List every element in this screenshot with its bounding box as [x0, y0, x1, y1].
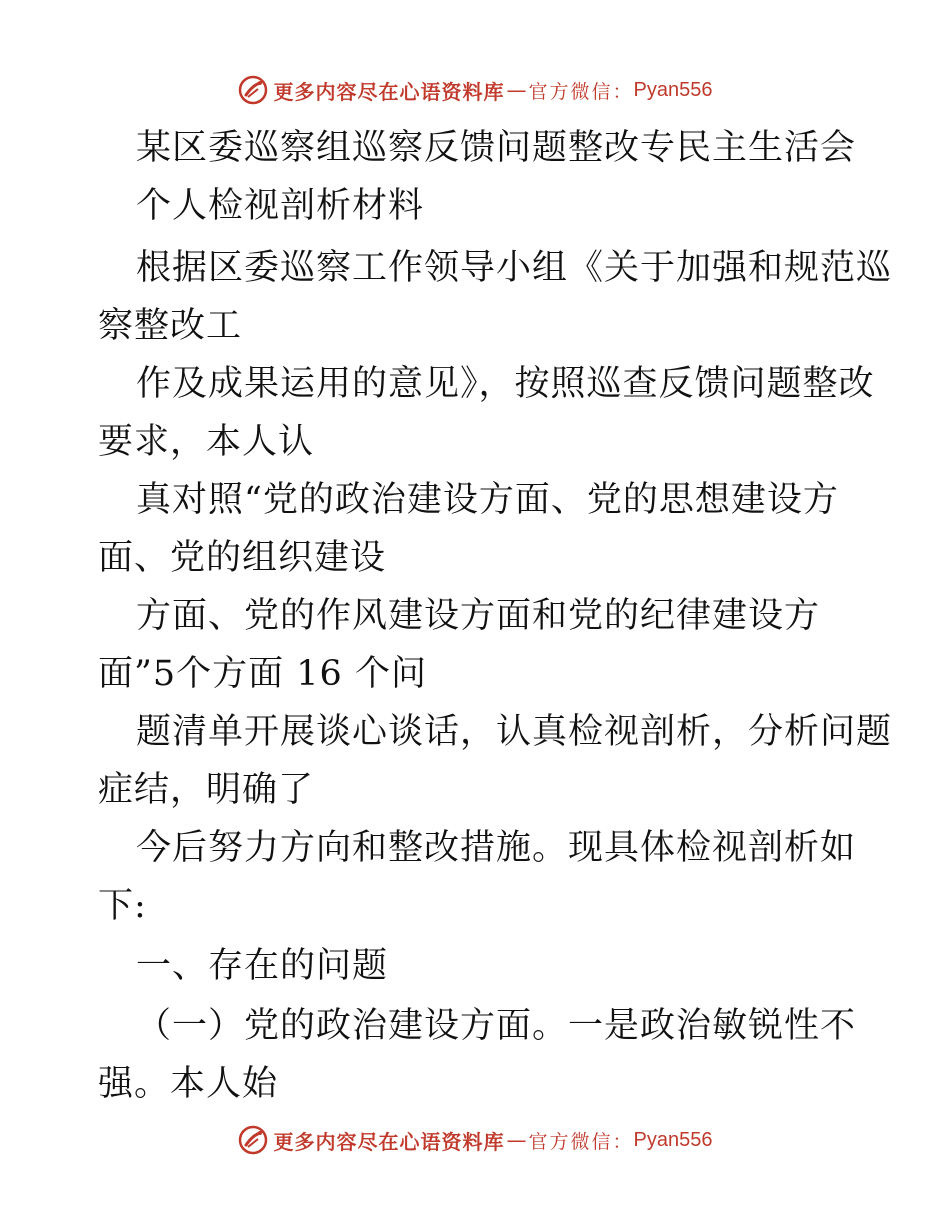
watermark-separator: —: [506, 1128, 527, 1152]
paragraph-line: 强。本人始: [98, 1064, 279, 1104]
paragraph-line: 今后努力方向和整改措施。现具体检视剖析如: [136, 828, 857, 868]
watermark-official-label: 官方微信：: [528, 80, 634, 103]
paragraph-line: 题清单开展谈心谈话，认真检视剖析，分析问题: [136, 712, 893, 752]
paragraph-line: 察整改工: [98, 306, 243, 346]
watermark-wechat-id: Pyan556: [633, 1128, 713, 1151]
paragraph-line: 要求，本人认: [98, 422, 315, 462]
paragraph-line: 作及成果运用的意见》，按照巡查反馈问题整改: [136, 364, 875, 404]
watermark-brand: 更多内容尽在心语资料库: [273, 1129, 505, 1154]
watermark-wechat-id: Pyan556: [633, 78, 713, 101]
section-heading: 一、存在的问题: [136, 946, 389, 986]
paragraph-line: 症结，明确了: [98, 770, 315, 810]
watermark-official-label: 官方微信：: [528, 1130, 634, 1153]
watermark-banner-top: [0, 70, 950, 110]
paragraph-line: 下:: [98, 886, 147, 926]
watermark-banner-bottom: [0, 1120, 950, 1160]
document-title-line-1: 某区委巡察组巡察反馈问题整改专民主生活会: [136, 128, 857, 168]
book-pen-logo-icon: [238, 1125, 268, 1155]
watermark-separator: —: [506, 78, 527, 102]
watermark-brand: 更多内容尽在心语资料库: [273, 79, 505, 104]
paragraph-line: 面、党的组织建设: [98, 538, 387, 578]
paragraph-line: 方面、党的作风建设方面和党的纪律建设方: [136, 596, 821, 636]
paragraph-line: 真对照“党的政治建设方面、党的思想建设方: [136, 480, 839, 520]
paragraph-line: 根据区委巡察工作领导小组《关于加强和规范巡: [136, 248, 893, 288]
subsection-line: （一）党的政治建设方面。一是政治敏锐性不: [136, 1006, 857, 1046]
book-pen-logo-icon: [238, 75, 268, 105]
paragraph-line: 面”5个方面 16 个问: [98, 654, 427, 694]
document-title-line-2: 个人检视剖析材料: [136, 186, 425, 226]
